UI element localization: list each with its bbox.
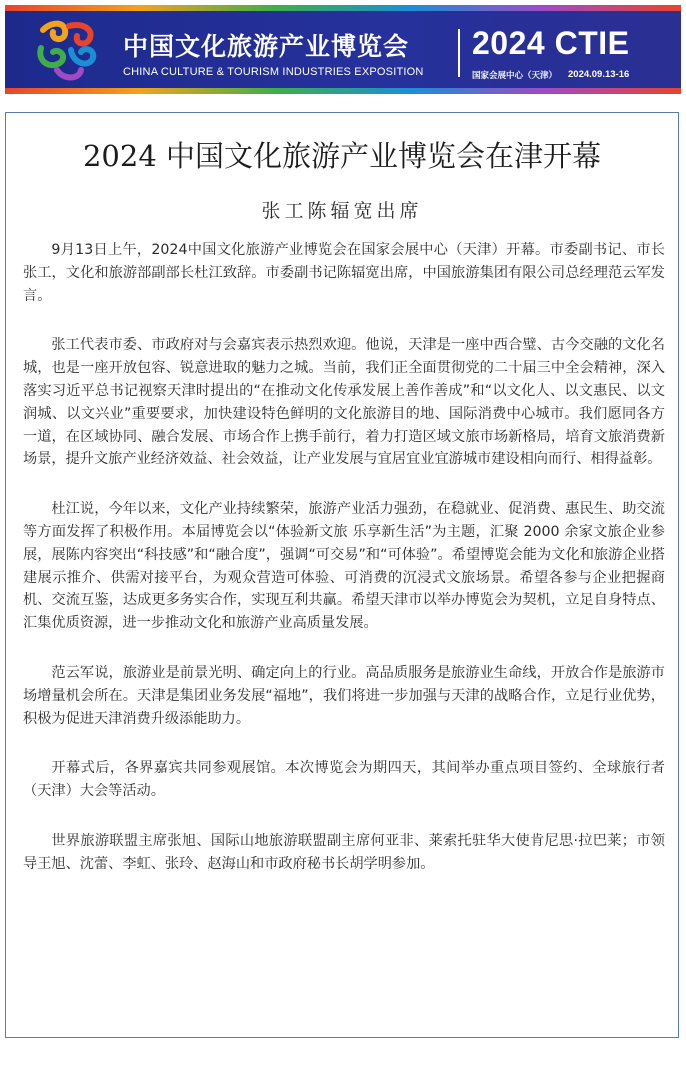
expo-banner <box>5 5 681 94</box>
expo-dates: 2024.09.13-16 <box>568 69 630 80</box>
expo-chinese-title: 中国文化旅游产业博览会 <box>123 32 410 61</box>
banner-divider <box>458 29 460 77</box>
expo-english-title: CHINA CULTURE & TOURISM INDUSTRIES EXPOSITION <box>123 66 424 78</box>
article-paragraph: 张工代表市委、市政府对与会嘉宾表示热烈欢迎。他说，天津是一座中西合璧、古今交融的文化名城，也是一座开放包容、锐意进取的魅力之城。当前，我们正全面贯彻党的二十届三中全会精神，深入落实习近平总书记视察天津时提出的“在推动文化传承发展上善作善成”和“以文化人、以文惠民、以文润城、以文兴业”重要要求，加快建设特色鲜明的文化旅游目的地、国际消费中心城市。我们愿同各方一道，在区域协同、融合发展、市场合作上携手前行，着力打造区域文旅市场新格局，培育文旅消费新场景，提升文旅产业经济效益、社会效益，让产业发展与宜居宜业宜游城市建设相向而行、相得益彰。 <box>23 337 665 468</box>
banner-top-stripe <box>5 5 681 11</box>
expo-venue: 国家会展中心（天津） <box>472 71 558 81</box>
article-paragraph: 范云军说，旅游业是前景光明、确定向上的行业。高品质服务是旅游业生命线，开放合作是旅游市场增量机会所在。天津是集团业务发展“福地”，我们将进一步加强与天津的战略合作，立足行业优势，积极为促进天津消费升级添能助力。 <box>23 664 665 727</box>
article-paragraph: 9月13日上午，2024中国文化旅游产业博览会在国家会展中心（天津）开幕。市委副书记、市长张工，文化和旅游部副部长杜江致辞。市委副书记陈辐宽出席，中国旅游集团有限公司总经理范云军发言。 <box>23 242 665 304</box>
article-box <box>5 112 679 1038</box>
banner-bottom-stripe <box>5 88 681 94</box>
article-subhead: 张工陈辐宽出席 <box>261 200 423 222</box>
expo-brand-mark: 2024 CTIE <box>472 25 630 61</box>
colorful-swirl-logo-icon <box>33 18 101 82</box>
article-body <box>23 239 665 903</box>
article-paragraph: 杜江说，今年以来，文化产业持续繁荣，旅游产业活力强劲，在稳就业、促消费、惠民生、助交流等方面发挥了积极作用。本届博览会以“体验新文旅 乐享新生活”为主题，汇聚 2000 余家文旅企业参展，展陈内容突出“科技感”和“融合度”，强调“可交易”和“可体验”。希望博览会能为文化和旅游企业搭建展示推介、供需对接平台，为观众营造可体验、可消费的沉浸式文旅场景。希望各参与企业把握商机、交流互鉴，达成更多务实合作，实现互利共赢。希望天津市以举办博览会为契机，立足自身特点、汇集优质资源，进一步推动文化和旅游产业高质量发展。 <box>23 501 665 632</box>
article-paragraph: 开幕式后，各界嘉宾共同参观展馆。本次博览会为期四天，其间举办重点项目签约、全球旅行者（天津）大会等活动。 <box>23 760 665 800</box>
article-headline: 2024 中国文化旅游产业博览会在津开幕 <box>82 139 602 173</box>
article-paragraph: 世界旅游联盟主席张旭、国际山地旅游联盟副主席何亚非、莱索托驻华大使肯尼思·拉巴莱；市领导王旭、沈蕾、李虹、张玲、赵海山和市政府秘书长胡学明参加。 <box>23 832 665 872</box>
